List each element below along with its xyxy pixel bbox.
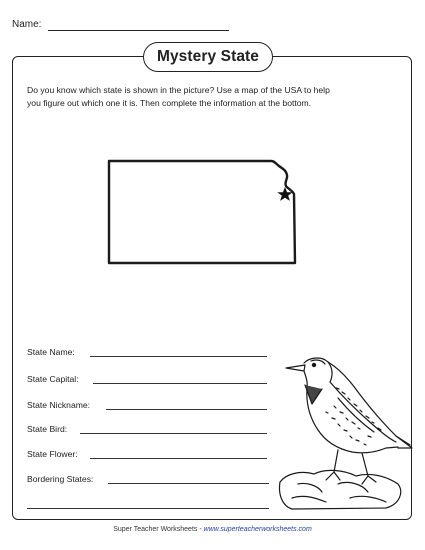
state-outline [109, 161, 295, 263]
instructions [27, 84, 399, 109]
footer [0, 526, 425, 533]
bordering-states-extra-line[interactable] [27, 508, 269, 509]
footer-prefix: Super Teacher Worksheets - [113, 526, 204, 533]
instructions-line-2: you figure out which one it is. Then complete the information at the bottom. [27, 97, 312, 108]
state-capital-label: State Capital: [27, 374, 79, 384]
bordering-states-answer-line[interactable] [108, 483, 269, 484]
state-outline-map [105, 157, 320, 267]
state-flower-answer-line[interactable] [90, 458, 267, 459]
worksheet-title: Mystery State [143, 42, 273, 72]
instructions-line-1: Do you know which state is shown in the picture? Use a map of the USA to help [27, 85, 330, 95]
state-capital-answer-line[interactable] [93, 383, 267, 384]
meadowlark-icon [278, 352, 413, 512]
state-flower-label: State Flower: [27, 449, 78, 459]
state-bird-answer-line[interactable] [80, 433, 267, 434]
state-name-answer-line[interactable] [90, 356, 267, 357]
bordering-states-label: Bordering States: [27, 474, 94, 484]
state-bird-label: State Bird: [27, 424, 68, 434]
name-answer-line[interactable] [48, 30, 229, 31]
state-nickname-answer-line[interactable] [106, 409, 267, 410]
state-nickname-label: State Nickname: [27, 400, 91, 410]
name-label: Name: [12, 19, 42, 30]
footer-url-link[interactable]: www.superteacherworksheets.com [203, 526, 312, 533]
state-name-label: State Name: [27, 347, 75, 357]
